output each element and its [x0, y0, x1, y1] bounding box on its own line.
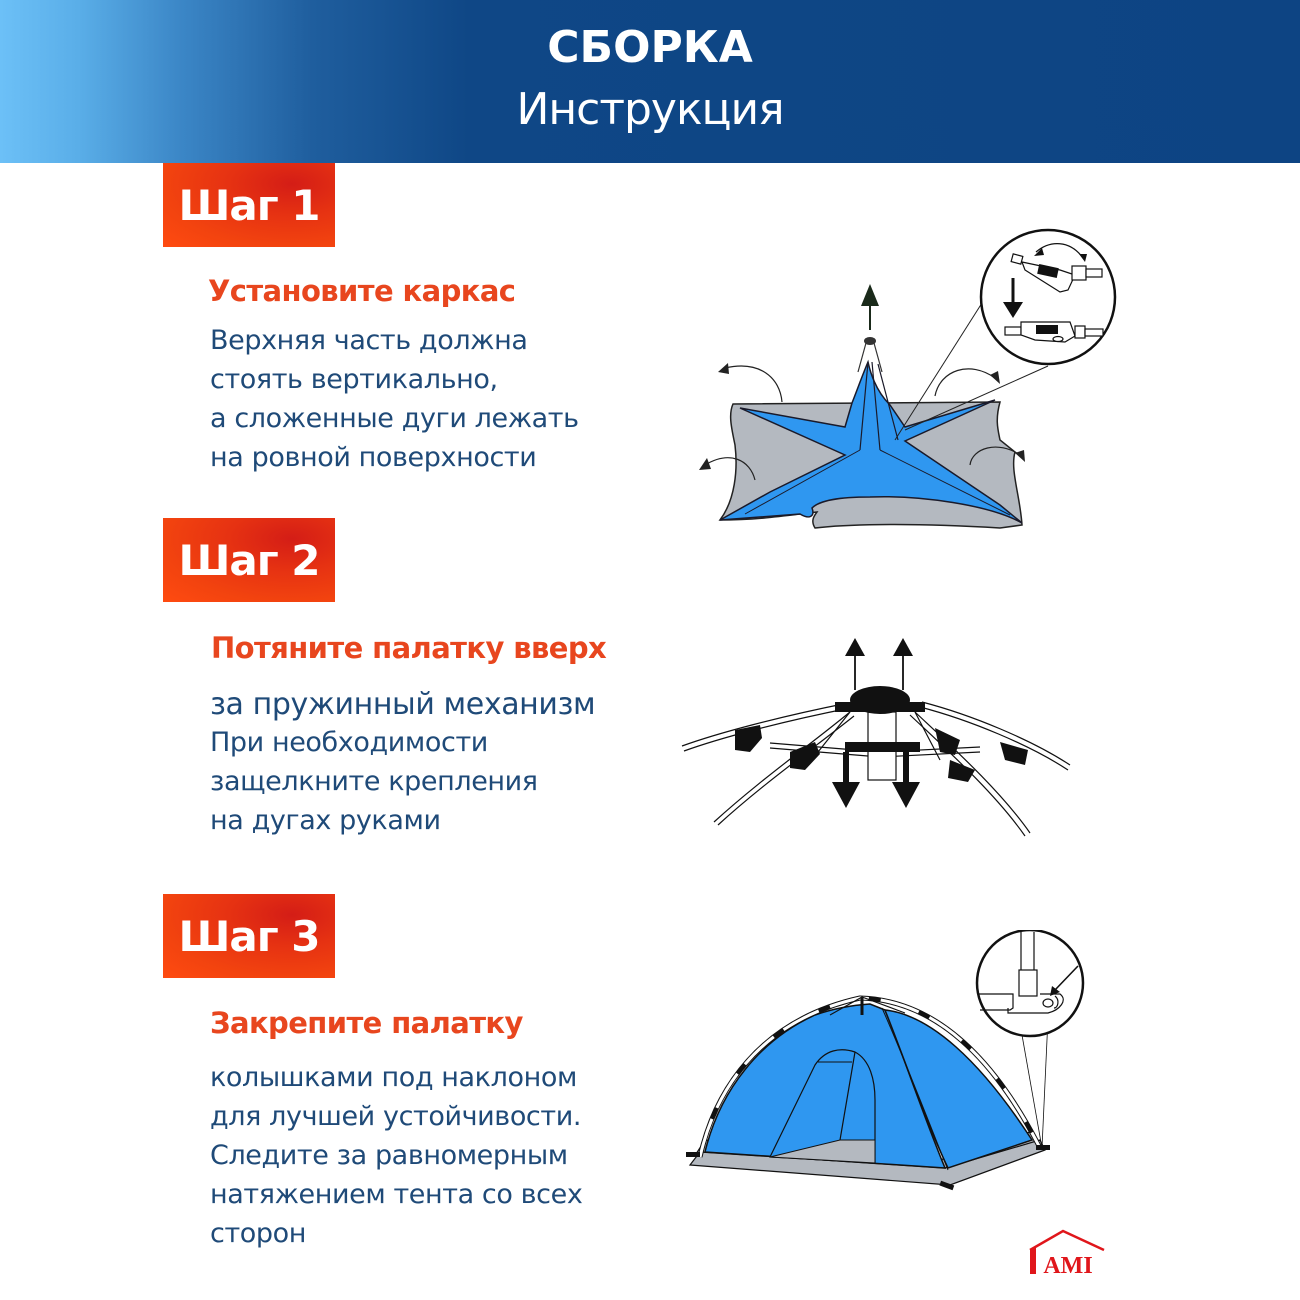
step-2-line-2: При необходимости	[210, 727, 488, 758]
step-2-line-1: за пружинный механизм	[210, 687, 596, 722]
step-2-heading: Потяните палатку вверх	[211, 631, 607, 665]
step-2-line-3: защелкните крепления	[210, 766, 538, 797]
step-1-badge: Шаг 1	[163, 163, 335, 247]
step-1-line-3: а сложенные дуги лежать	[210, 403, 579, 434]
page-subtitle: Инструкция	[516, 84, 784, 135]
step-2-spring-mechanism-illustration	[670, 630, 1090, 850]
page-header	[0, 0, 1300, 163]
step-2-body	[210, 683, 595, 840]
ami-logo	[1026, 1228, 1108, 1278]
step-3-line-2: для лучшей устойчивости.	[210, 1101, 582, 1132]
step-3-line-3: Следите за равномерным	[210, 1140, 568, 1171]
step-3-badge: Шаг 3	[163, 894, 335, 978]
step-3-line-5: сторон	[210, 1218, 307, 1249]
step-1-folded-frame-illustration	[680, 220, 1130, 540]
step-3-line-1: колышками под наклоном	[210, 1062, 577, 1093]
step-1-body	[210, 321, 579, 477]
step-1-line-1: Верхняя часть должна	[210, 325, 528, 356]
logo-text: AMI	[1043, 1253, 1093, 1278]
step-2-line-4: на дугах руками	[210, 805, 441, 836]
step-3-heading: Закрепите палатку	[210, 1006, 523, 1040]
step-2-badge: Шаг 2	[163, 518, 335, 602]
step-3-assembled-tent-illustration	[670, 930, 1110, 1200]
step-3-body	[210, 1058, 582, 1253]
step-1-heading: Установите каркас	[208, 274, 516, 308]
page-title: СБОРКА	[547, 22, 753, 73]
step-3-line-4: натяжением тента со всех	[210, 1179, 583, 1210]
step-1-line-4: на ровной поверхности	[210, 442, 537, 473]
step-1-line-2: стоять вертикально,	[210, 364, 498, 395]
